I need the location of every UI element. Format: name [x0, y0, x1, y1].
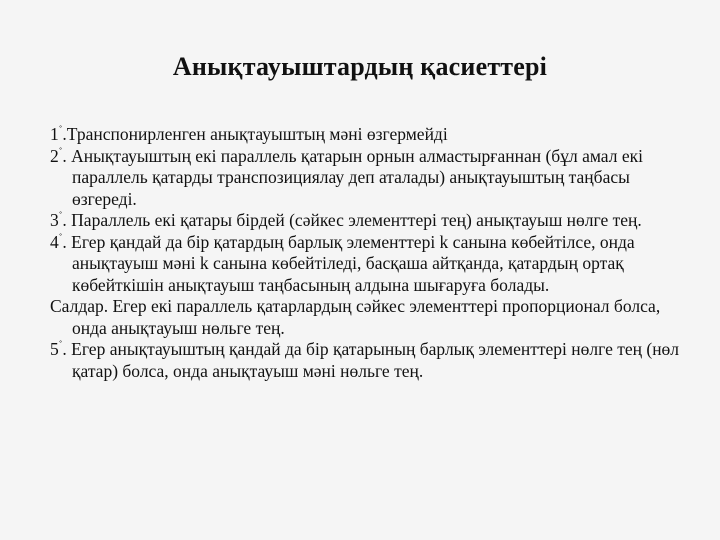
item-text: Салдар. Егер екі параллель қатарлардың сәйкес элементтері пропорционал болса, онда анықтауыш нөльге тең.	[50, 296, 661, 338]
degree-mark: ˚	[58, 231, 63, 244]
list-item-3	[50, 210, 680, 232]
list-item-2	[50, 146, 680, 211]
item-text: . Егер анықтауыштың қандай да бір қатарының барлық элементтері нөлге тең (нөл қатар) болса, онда анықтауыш мәні нөльге тең.	[62, 339, 680, 381]
degree-mark: ˚	[58, 210, 63, 223]
corollary-item	[50, 296, 680, 339]
item-number: 1	[50, 124, 59, 144]
item-text: .Транспонирленген анықтауыштың мәні өзгермейді	[62, 124, 448, 144]
slide-body	[50, 124, 680, 382]
item-number: 2	[50, 145, 59, 166]
item-number: 5	[50, 339, 59, 359]
item-text: . Егер қандай да бір қатардың барлық элементтері k санына көбейтілсе, онда анықтауыш мәні k санына көбейтіледі, басқаша айтқанда, қатардың ортақ көбейткішін анықтауыш таңбасының алдына шығаруға болады.	[62, 231, 635, 295]
item-text: . Анықтауыштың екі параллель қатарын орнын алмастырғаннан (бұл амал екі параллель қатарды транспозициялау деп аталады) анықтауыштың таңбасы өзгереді.	[62, 145, 643, 209]
degree-mark: ˚	[58, 145, 63, 158]
list-item-4	[50, 232, 680, 297]
item-number: 3	[50, 210, 59, 230]
degree-mark: ˚	[58, 124, 63, 137]
item-text: . Параллель екі қатары бірдей (сәйкес элементтері тең) анықтауыш нөлге тең.	[62, 210, 642, 230]
slide-title: Анықтауыштардың қасиеттері	[172, 52, 548, 81]
list-item-1	[50, 124, 680, 146]
list-item-5	[50, 339, 680, 382]
degree-mark: ˚	[58, 339, 63, 352]
item-number: 4	[50, 231, 59, 252]
